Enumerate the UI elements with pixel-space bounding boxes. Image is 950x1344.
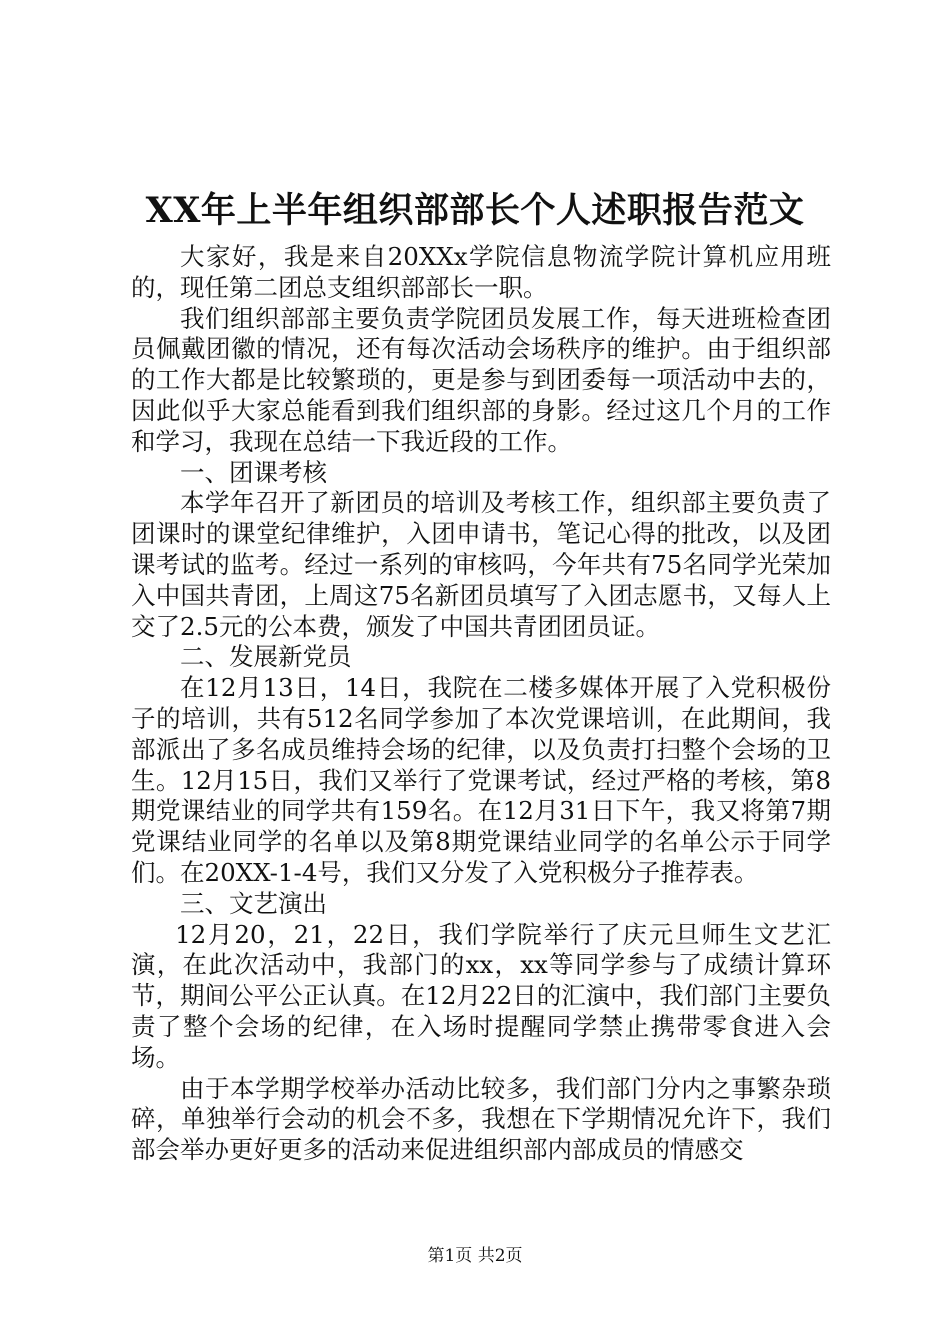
- paragraph-intro: 大家好，我是来自20XXx学院信息物流学院计算机应用班的，现任第二团总支组织部部长一职。: [131, 242, 831, 302]
- section-heading-2: 二、发展新党员: [180, 642, 352, 672]
- paragraph-section-2: 在12月13日，14日，我院在二楼多媒体开展了入党积极份子的培训，共有512名同学参加了本次党课培训，在此期间，我部派出了多名成员维持会场的纪律，以及负责打扫整个会场的卫生。12月15日，我们又举行了党课考试，经过严格的考核，第8期党课结业的同学共有159名。在12月31日下午，我又将第7期党课结业同学的名单以及第8期党课结业同学的名单公示于同学们。在20XX-1-4号，我们又分发了入党积极分子推荐表。: [131, 673, 831, 887]
- document-body: [131, 242, 831, 1166]
- document-title: XX年上半年组织部部长个人述职报告范文: [145, 190, 805, 231]
- section-heading-1: 一、团课考核: [180, 457, 327, 487]
- section-heading-3: 三、文艺演出: [180, 888, 327, 918]
- paragraph-section-1: 本学年召开了新团员的培训及考核工作，组织部主要负责了团课时的课堂纪律维护，入团申请书，笔记心得的批改，以及团课考试的监考。经过一系列的审核吗，今年共有75名同学光荣加入中国共青团，上周这75名新团员填写了入团志愿书，又每人上交了2.5元的公本费，颁发了中国共青团团员证。: [131, 488, 831, 641]
- page-footer: 第1页 共2页: [427, 1246, 523, 1266]
- paragraph-summary: 由于本学期学校举办活动比较多，我们部门分内之事繁杂琐碎，单独举行会动的机会不多，我想在下学期情况允许下，我们部会举办更好更多的活动来促进组织部内部成员的情感交: [131, 1073, 831, 1165]
- paragraph-section-3: 12月20，21，22日，我们学院举行了庆元旦师生文艺汇演，在此次活动中，我部门的xx，xx等同学参与了成绩计算环节，期间公平公正认真。在12月22日的汇演中，我们部门主要负责了整个会场的纪律，在入场时提醒同学禁止携带零食进入会场。: [131, 919, 831, 1072]
- paragraph-overview: 我们组织部部主要负责学院团员发展工作，每天进班检查团员佩戴团徽的情况，还有每次活动会场秩序的维护。由于组织部的工作大都是比较繁琐的，更是参与到团委每一项活动中去的，因此似乎大家总能看到我们组织部的身影。经过这几个月的工作和学习，我现在总结一下我近段的工作。: [131, 303, 831, 456]
